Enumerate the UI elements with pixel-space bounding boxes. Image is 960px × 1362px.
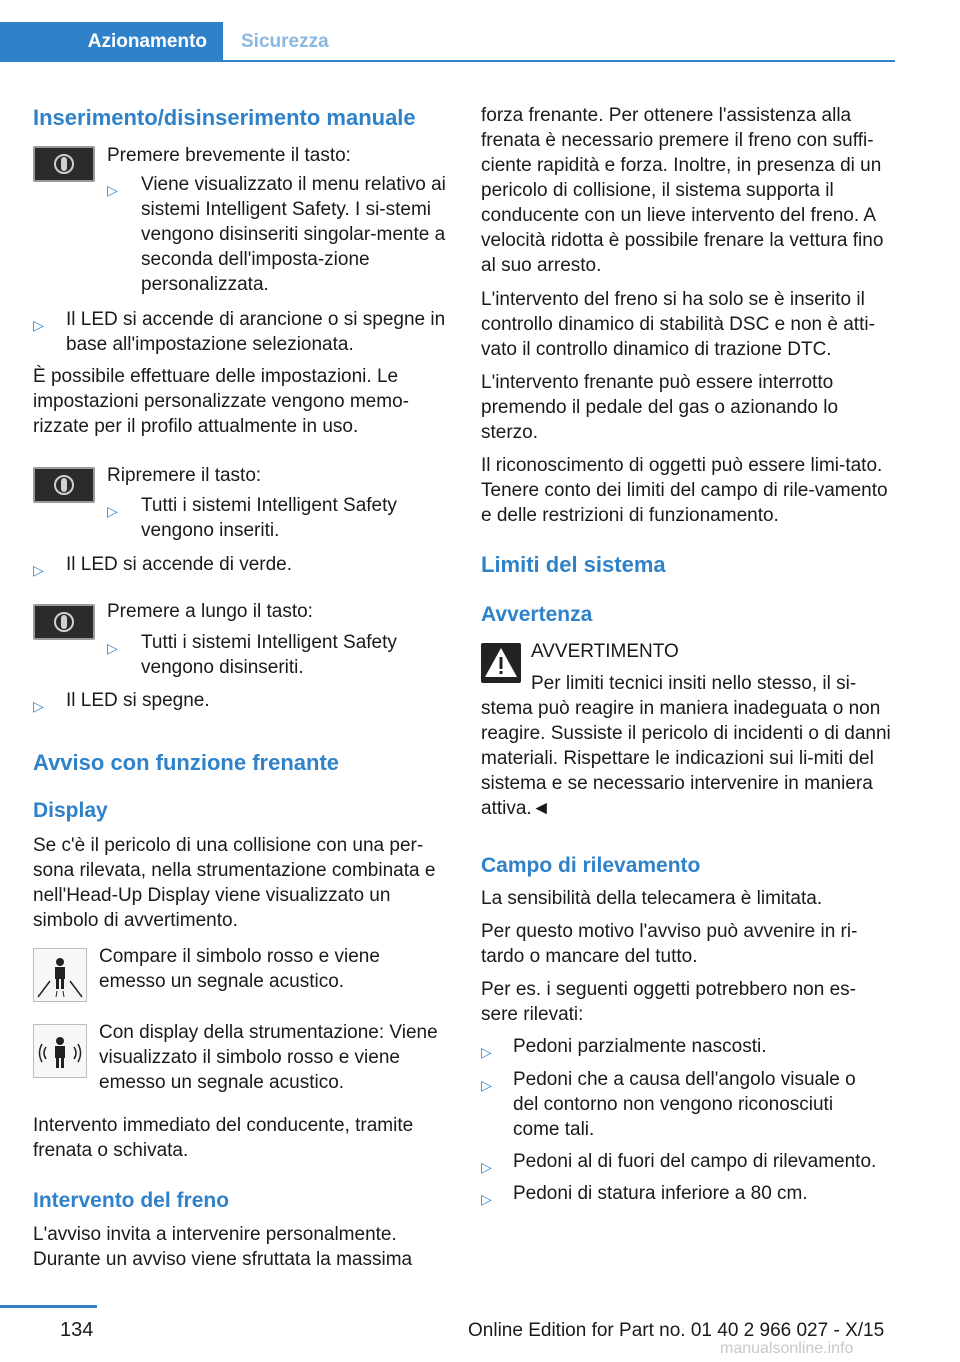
bullet-icon: ▷ bbox=[481, 1191, 492, 1207]
bullet-icon: ▷ bbox=[481, 1159, 492, 1175]
bullet-icon: ▷ bbox=[481, 1077, 492, 1093]
watermark: manualsonline.info bbox=[720, 1340, 854, 1357]
list-item: Pedoni che a causa dell'angolo visuale o del contorno non vengono riconosciuti come tali. bbox=[513, 1069, 856, 1140]
intelligent-safety-icon bbox=[53, 609, 75, 635]
paragraph-examples: Per es. i seguenti oggetti potrebbero non es-sere rilevati: bbox=[481, 979, 856, 1025]
bullet-icon: ▷ bbox=[33, 317, 44, 333]
tab-sicurezza[interactable]: Sicurezza bbox=[241, 30, 329, 52]
paragraph-intervention: Intervento immediato del conducente, tramite frenata o schivata. bbox=[33, 1115, 414, 1161]
pedestrian-warning-icon bbox=[33, 948, 87, 1002]
list-item: Tutti i sistemi Intelligent Safety vengono disinseriti. bbox=[141, 632, 397, 678]
paragraph-brake: L'avviso invita a intervenire personalmente. Durante un avviso viene sfruttata la massima bbox=[33, 1224, 413, 1270]
paragraph-interrupt: L'intervento frenante può essere interrotto premendo il pedale del gas o azionando lo sterzo. bbox=[481, 372, 839, 443]
warning-text: Per limiti tecnici insiti nello stesso, il si-stema può reagire in maniera inadeguata o non reagire. Sussiste il pericolo di incidenti o di danni materiali. Rispettare le indicazioni sui li-miti del sistema e se necessario intervenire in maniera attiva.◄ bbox=[481, 673, 891, 819]
instruction-press-long: Premere a lungo il tasto: bbox=[107, 601, 313, 622]
safety-button-image bbox=[33, 604, 95, 640]
heading-display: Display bbox=[33, 799, 108, 822]
safety-button-image bbox=[33, 146, 95, 182]
heading-system-limits: Limiti del sistema bbox=[481, 552, 666, 577]
bullet-icon: ▷ bbox=[33, 562, 44, 578]
page-number: 134 bbox=[60, 1319, 94, 1341]
page-header bbox=[0, 0, 960, 62]
list-item: Il LED si spegne. bbox=[66, 690, 210, 711]
heading-brake-intervention: Intervento del freno bbox=[33, 1189, 230, 1212]
bullet-icon: ▷ bbox=[107, 640, 118, 656]
paragraph-brake-continued: forza frenante. Per ottenere l'assistenza alla frenata è necessario premere il freno con suffi-ciente rapidità e forza. Inoltre, in presenza di un pericolo di collisione, il sistema supporta il conducente con un lieve intervento del freno. A velocità ridotta è possibile frenare la vettura fino al suo arresto. bbox=[481, 105, 884, 276]
intelligent-safety-icon bbox=[53, 472, 75, 498]
header-divider bbox=[0, 60, 895, 62]
icon-description-cluster: Con display della strumentazione: Viene visualizzato il simbolo rosso e viene emesso un segnale acustico. bbox=[99, 1022, 438, 1093]
paragraph-display: Se c'è il pericolo di una collisione con una per-sona rilevata, nella strumentazione combinata e nell'Head-Up Display viene visualizzato un simbolo di avvertimento. bbox=[33, 835, 436, 931]
bullet-icon: ▷ bbox=[481, 1044, 492, 1060]
heading-brake-warning: Avviso con funzione frenante bbox=[33, 750, 340, 775]
instruction-press-again: Ripremere il tasto: bbox=[107, 465, 262, 486]
heading-manual-toggle: Inserimento/disinserimento manuale bbox=[33, 105, 416, 130]
pedestrian-sound-icon bbox=[33, 1024, 87, 1078]
paragraph-camera: La sensibilità della telecamera è limitata. bbox=[481, 888, 823, 909]
warning-title: AVVERTIMENTO bbox=[531, 641, 679, 662]
intelligent-safety-icon bbox=[53, 151, 75, 177]
bullet-icon: ▷ bbox=[33, 698, 44, 714]
paragraph-settings: È possibile effettuare delle impostazioni. Le impostazioni personalizzate vengono memo-rizzate per il profilo attualmente in uso. bbox=[33, 366, 409, 437]
footer-divider bbox=[0, 1305, 97, 1308]
list-item: Viene visualizzato il menu relativo ai sistemi Intelligent Safety. I si-stemi vengono disinseriti singolar-mente a seconda dell'imposta-zione personalizzata. bbox=[141, 174, 446, 295]
bullet-icon: ▷ bbox=[107, 503, 118, 519]
icon-description-red-symbol: Compare il simbolo rosso e viene emesso un segnale acustico. bbox=[99, 946, 380, 992]
paragraph-reason: Per questo motivo l'avviso può avvenire in ri-tardo o mancare del tutto. bbox=[481, 921, 858, 967]
instruction-press-short: Premere brevemente il tasto: bbox=[107, 145, 351, 166]
list-item: Tutti i sistemi Intelligent Safety vengono inseriti. bbox=[141, 495, 397, 541]
edition-line: Online Edition for Part no. 01 40 2 966 027 - X/15 bbox=[468, 1320, 885, 1341]
list-item: Il LED si accende di arancione o si spegne in base all'impostazione selezionata. bbox=[66, 309, 446, 355]
paragraph-limits: Il riconoscimento di oggetti può essere limi-tato. Tenere conto dei limiti del campo di rile-vamento e delle restrizioni di funzionamento. bbox=[481, 455, 888, 526]
list-item: Pedoni parzialmente nascosti. bbox=[513, 1036, 767, 1057]
list-item: Il LED si accende di verde. bbox=[66, 554, 293, 575]
safety-button-image bbox=[33, 467, 95, 503]
list-item: Pedoni al di fuori del campo di rilevamento. bbox=[513, 1151, 877, 1172]
heading-avvertenza: Avvertenza bbox=[481, 603, 593, 626]
tab-azionamento[interactable]: Azionamento bbox=[0, 22, 223, 60]
bullet-icon: ▷ bbox=[107, 182, 118, 198]
heading-detection-range: Campo di rilevamento bbox=[481, 854, 701, 877]
paragraph-dsc: L'intervento del freno si ha solo se è inserito il controllo dinamico di stabilità DSC e non è atti-vato il controllo dinamico di trazione DTC. bbox=[481, 289, 875, 360]
list-item: Pedoni di statura inferiore a 80 cm. bbox=[513, 1183, 808, 1204]
